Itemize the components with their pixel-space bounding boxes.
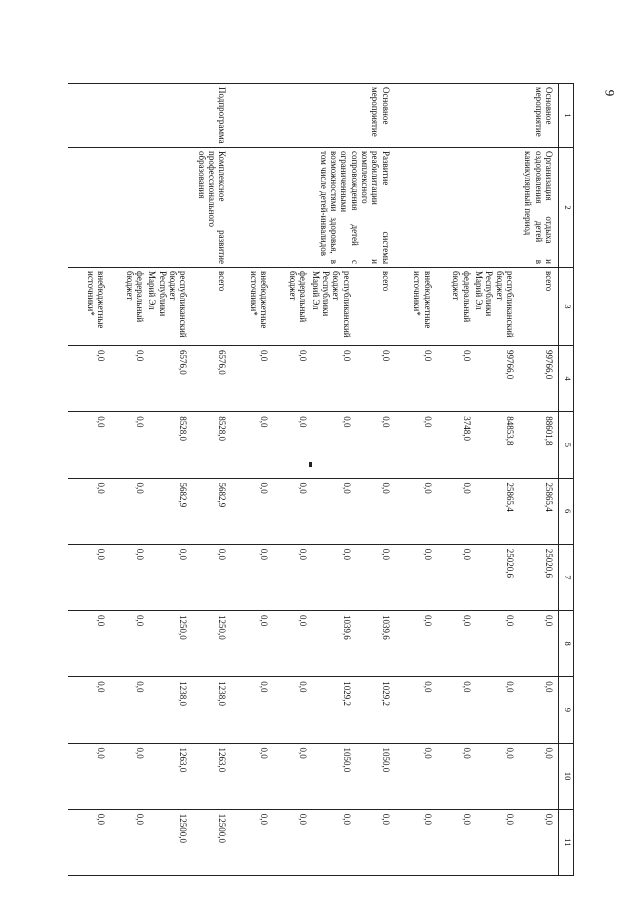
scan-speck [309,462,312,467]
value-cell: 0,0 [353,478,395,544]
value-cell: 0,0 [434,478,473,544]
value-cell: 0,0 [395,544,434,610]
value-cell: 0,0 [434,743,473,809]
value-cell: 3748,0 [434,412,473,478]
group-kind-cell: Основное мероприятие [395,84,559,148]
value-cell: 88601,8 [516,412,559,478]
value-cell: 1238,0 [189,677,231,743]
budget-table [68,83,574,876]
value-cell: 1250,0 [189,611,231,677]
value-cell: 0,0 [231,478,270,544]
value-cell: 0,0 [68,611,107,677]
value-cell: 1050,0 [309,743,352,809]
table-row [353,84,395,876]
table-header [559,84,574,876]
value-cell: 0,0 [107,412,146,478]
funding-source-cell: федеральный бюджет [107,268,146,346]
column-header-9: 9 [559,677,574,743]
value-cell: 0,0 [395,677,434,743]
value-cell: 0,0 [231,677,270,743]
funding-source-cell: всего [189,268,231,346]
value-cell: 1050,0 [353,743,395,809]
value-cell: 99766,0 [473,346,516,412]
value-cell: 0,0 [231,412,270,478]
value-cell: 8528,0 [189,412,231,478]
value-cell: 0,0 [107,809,146,875]
column-header-3: 3 [559,268,574,346]
group-kind-cell: Основное мероприятие [231,84,394,148]
column-header-5: 5 [559,412,574,478]
value-cell: 1238,0 [146,677,189,743]
group-name-cell: Комплексное развитие профессионального образования [68,148,231,268]
value-cell: 5682,9 [189,478,231,544]
value-cell: 0,0 [270,809,309,875]
value-cell: 0,0 [353,544,395,610]
header-row [559,84,574,876]
value-cell: 0,0 [434,346,473,412]
value-cell: 25020,6 [516,544,559,610]
table-row [189,84,231,876]
funding-source-cell: внебюджетные источники* [231,268,270,346]
funding-source-cell: внебюджетные источники* [68,268,107,346]
value-cell: 0,0 [309,412,352,478]
column-header-6: 6 [559,478,574,544]
value-cell: 0,0 [107,611,146,677]
column-header-8: 8 [559,611,574,677]
value-cell: 0,0 [395,478,434,544]
value-cell: 0,0 [395,743,434,809]
value-cell: 0,0 [473,809,516,875]
value-cell: 25865,4 [516,478,559,544]
value-cell: 0,0 [231,611,270,677]
value-cell: 0,0 [107,743,146,809]
column-header-10: 10 [559,743,574,809]
value-cell: 6576,0 [189,346,231,412]
funding-source-cell: всего [516,268,559,346]
value-cell: 0,0 [434,809,473,875]
value-cell: 0,0 [107,544,146,610]
value-cell: 8528,0 [146,412,189,478]
funding-source-cell: федеральный бюджет [434,268,473,346]
table-row [516,84,559,876]
group-kind-cell: Подпрограмма [68,84,231,148]
value-cell: 0,0 [68,677,107,743]
value-cell: 0,0 [309,544,352,610]
column-header-4: 4 [559,346,574,412]
value-cell: 0,0 [270,611,309,677]
funding-source-cell: республиканский бюджет Республики Марий Эл [309,268,352,346]
page-number: 9 [601,89,617,97]
value-cell: 25865,4 [473,478,516,544]
value-cell: 1263,0 [189,743,231,809]
group-name-cell: Организация отдыха и оздоровления детей в каникулярный период [395,148,559,268]
value-cell: 12500,0 [189,809,231,875]
value-cell: 0,0 [68,478,107,544]
value-cell: 0,0 [353,346,395,412]
value-cell: 1039,6 [353,611,395,677]
column-header-7: 7 [559,544,574,610]
value-cell: 0,0 [473,743,516,809]
column-header-11: 11 [559,809,574,875]
funding-source-cell: республиканский бюджет Республики Марий Эл [146,268,189,346]
value-cell: 0,0 [270,478,309,544]
value-cell: 0,0 [434,611,473,677]
value-cell: 0,0 [107,346,146,412]
value-cell: 0,0 [270,544,309,610]
value-cell: 1039,6 [309,611,352,677]
value-cell: 5682,9 [146,478,189,544]
value-cell: 0,0 [189,544,231,610]
value-cell: 0,0 [353,412,395,478]
value-cell: 0,0 [395,611,434,677]
value-cell: 0,0 [146,544,189,610]
value-cell: 0,0 [473,611,516,677]
value-cell: 0,0 [68,412,107,478]
value-cell: 0,0 [231,809,270,875]
value-cell: 0,0 [68,743,107,809]
table-body [68,84,559,876]
value-cell: 0,0 [516,809,559,875]
group-name-cell: Развитие системы реабилитации и комплексного сопровождения детей с ограниченными возможностями здоровья, в том числе детей-инвалидов [231,148,394,268]
value-cell: 1250,0 [146,611,189,677]
value-cell: 0,0 [231,743,270,809]
value-cell: 0,0 [270,346,309,412]
value-cell: 0,0 [516,743,559,809]
funding-source-cell: всего [353,268,395,346]
value-cell: 1029,2 [309,677,352,743]
value-cell: 0,0 [270,743,309,809]
funding-source-cell: внебюджетные источники* [395,268,434,346]
value-cell: 1263,0 [146,743,189,809]
value-cell: 12500,0 [146,809,189,875]
value-cell: 0,0 [231,544,270,610]
value-cell: 0,0 [107,478,146,544]
value-cell: 0,0 [309,809,352,875]
value-cell: 0,0 [270,677,309,743]
value-cell: 84853,8 [473,412,516,478]
funding-source-cell: федеральный бюджет [270,268,309,346]
value-cell: 0,0 [231,346,270,412]
column-header-2: 2 [559,148,574,268]
value-cell: 0,0 [309,346,352,412]
value-cell: 0,0 [516,611,559,677]
value-cell: 0,0 [68,346,107,412]
funding-source-cell: республиканский бюджет Республики Марий Эл [473,268,516,346]
budget-table-container [85,83,574,875]
value-cell: 1029,2 [353,677,395,743]
column-header-1: 1 [559,84,574,148]
value-cell: 0,0 [68,809,107,875]
value-cell: 0,0 [395,346,434,412]
value-cell: 0,0 [107,677,146,743]
value-cell: 0,0 [516,677,559,743]
value-cell: 0,0 [395,809,434,875]
value-cell: 6576,0 [146,346,189,412]
value-cell: 0,0 [434,677,473,743]
value-cell: 0,0 [434,544,473,610]
value-cell: 0,0 [270,412,309,478]
value-cell: 0,0 [395,412,434,478]
value-cell: 0,0 [309,478,352,544]
value-cell: 0,0 [68,544,107,610]
value-cell: 25020,6 [473,544,516,610]
value-cell: 99766,0 [516,346,559,412]
value-cell: 0,0 [473,677,516,743]
value-cell: 0,0 [353,809,395,875]
